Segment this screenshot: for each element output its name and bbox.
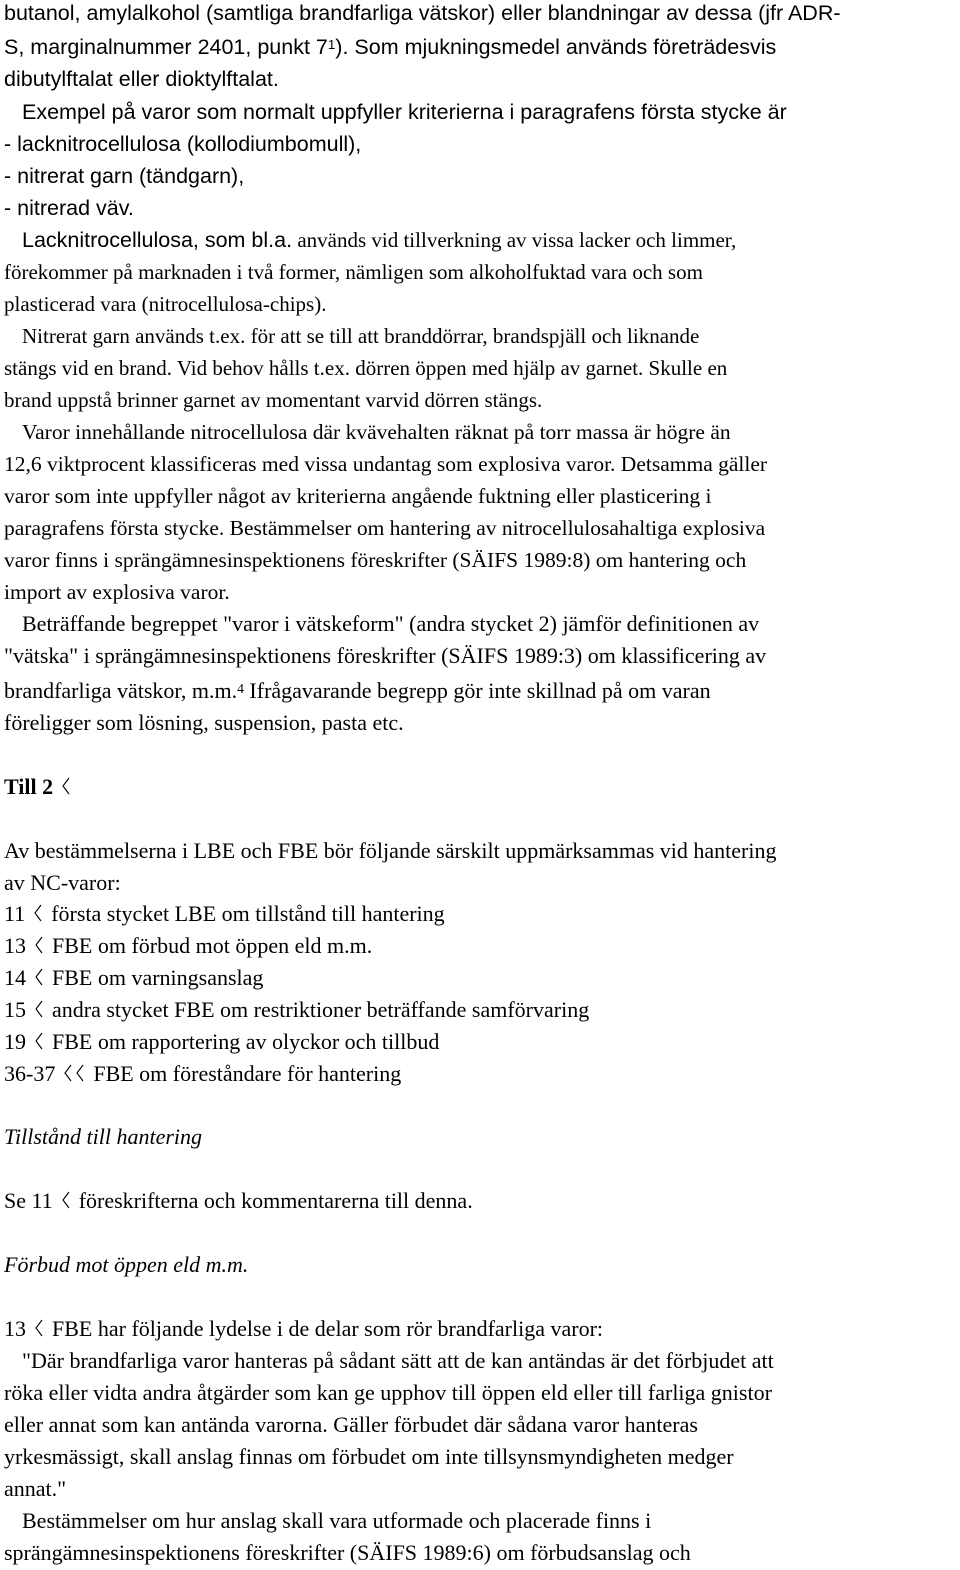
section-icon — [33, 899, 43, 929]
text-line: förekommer på marknaden i två former, nämligen som alkoholfuktad vara och som — [4, 260, 703, 284]
text-line: Se 11 föreskrifterna och kommentarerna till denna. — [4, 1186, 473, 1216]
text-line: 13 FBE har följande lydelse i de delar som rör brandfarliga varor: — [4, 1314, 603, 1344]
text-line: import av explosiva varor. — [4, 580, 230, 604]
text-line: Av bestämmelserna i LBE och FBE bör följande särskilt uppmärksammas vid hantering — [4, 838, 777, 863]
text-line: sprängämnesinspektionens föreskrifter (SÄIFS 1989:6) om förbudsanslag och — [4, 1540, 691, 1565]
quote-line: eller annat som kan antända varorna. Gäller förbudet där sådana varor hanteras — [4, 1412, 698, 1437]
section-icon — [34, 1314, 44, 1344]
quote-line: röka eller vidta andra åtgärder som kan ge upphov till öppen eld eller till farliga gnistor — [4, 1380, 772, 1405]
text-line: brand uppstå brinner garnet av momentant varvid dörren stängs. — [4, 388, 543, 412]
list-item: - nitrerat garn (tändgarn), — [4, 164, 245, 188]
text-line: butanol, amylalkohol (samtliga brandfarliga vätskor) eller blandningar av dessa (jfr ADR- — [4, 1, 841, 25]
section-icon — [34, 963, 44, 993]
section-heading: Till 2 — [4, 772, 79, 802]
text-line: Beträffande begreppet "varor i vätskeform" (andra stycket 2) jämför definitionen av — [22, 611, 760, 636]
list-item: 14 FBE om varningsanslag — [4, 963, 263, 993]
section-icon — [34, 931, 44, 961]
quote-line: annat." — [4, 1476, 67, 1501]
text-line: 12,6 viktprocent klassificeras med vissa undantag som explosiva varor. Detsamma gäller — [4, 452, 768, 476]
list-item: 15 andra stycket FBE om restriktioner beträffande samförvaring — [4, 995, 589, 1025]
list-item: 13 FBE om förbud mot öppen eld m.m. — [4, 931, 372, 961]
text-line: "vätska" i sprängämnesinspektionens föreskrifter (SÄIFS 1989:3) om klassificering av — [4, 643, 767, 668]
section-icon — [61, 1186, 71, 1216]
text-line: Bestämmelser om hur anslag skall vara utformade och placerade finns i — [22, 1508, 652, 1533]
text-line: varor finns i sprängämnesinspektionens föreskrifter (SÄIFS 1989:8) om hantering och — [4, 548, 747, 572]
text-line: Nitrerat garn används t.ex. för att se till att branddörrar, brandspjäll och liknande — [22, 324, 700, 348]
footnote-ref: 4 — [237, 681, 244, 697]
text-line: föreligger som lösning, suspension, pasta etc. — [4, 710, 404, 735]
subsection-heading: Förbud mot öppen eld m.m. — [4, 1252, 249, 1277]
section-icon — [34, 1027, 44, 1057]
text-line: S, marginalnummer 2401, punkt $7^1$). Som mjukningsmedel används företrädesvis — [4, 35, 777, 59]
list-item: - nitrerad väv. — [4, 196, 134, 220]
quote-line: yrkesmässigt, skall anslag finnas om förbudet om inte tillsynsmyndigheten medger — [4, 1444, 734, 1469]
text-line: dibutylftalat eller dioktylftalat. — [4, 67, 279, 91]
subsection-heading: Tillstånd till hantering — [4, 1124, 203, 1149]
list-item: - lacknitrocellulosa (kollodiumbomull), — [4, 132, 362, 156]
section-icon — [61, 772, 71, 802]
list-item: 19 FBE om rapportering av olyckor och tillbud — [4, 1027, 439, 1057]
text-line: av NC-varor: — [4, 870, 121, 895]
quote-line: "Där brandfarliga varor hanteras på sådant sätt att de kan antändas är det förbjudet att — [22, 1348, 774, 1373]
text-line: Exempel på varor som normalt uppfyller kriterierna i paragrafens första stycke är — [22, 100, 787, 124]
text-line: Lacknitrocellulosa, som bl.a. används vid tillverkning av vissa lacker och limmer, — [22, 228, 737, 252]
section-icon — [75, 1059, 85, 1089]
section-icon — [63, 1059, 73, 1089]
list-item: 36-37 FBE om föreståndare för hantering — [4, 1059, 401, 1089]
footnote-ref: 1 — [327, 37, 336, 53]
text-line: Varor innehållande nitrocellulosa där kvävehalten räknat på torr massa är högre än — [22, 420, 731, 444]
list-item: 11 första stycket LBE om tillstånd till hantering — [4, 899, 445, 929]
text-line: paragrafens första stycke. Bestämmelser om hantering av nitrocellulosahaltiga explosiva — [4, 516, 766, 540]
text-line: plasticerad vara (nitrocellulosa-chips). — [4, 292, 327, 316]
text-line: stängs vid en brand. Vid behov hålls t.ex. dörren öppen med hjälp av garnet. Skulle en — [4, 356, 728, 380]
text-line: varor som inte uppfyller något av kriterierna angående fuktning eller plasticering i — [4, 484, 712, 508]
text-line: brandfarliga vätskor, m.m.$^4$ Ifrågavarande begrepp gör inte skillnad på om varan — [4, 678, 711, 703]
section-icon — [34, 995, 44, 1025]
